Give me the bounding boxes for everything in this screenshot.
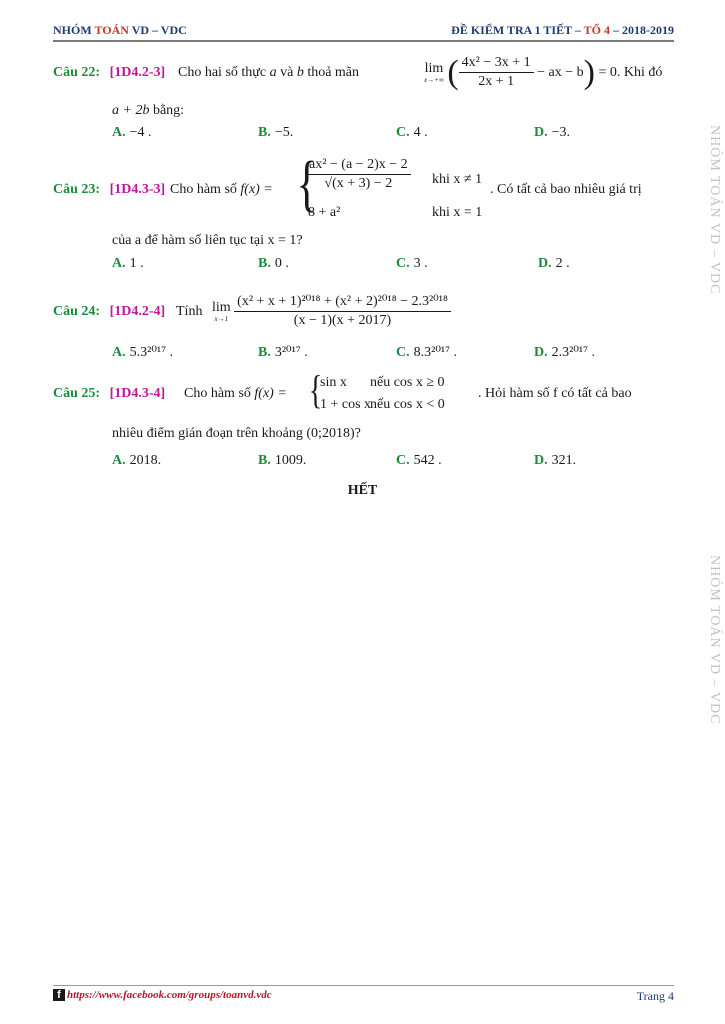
option-c: C. 4 .: [396, 125, 428, 140]
piecewise-case-1: $\frac{\text{ax² − (a − 2)x − 2}}{√(x + 3) - 2}$: [306, 156, 411, 193]
question-22-line2: a + 2b bằng:: [112, 103, 185, 118]
question-24-formula: [212, 289, 451, 335]
piecewise-cond-2: nếu cos x < 0: [370, 397, 445, 412]
header-group-name: NHÓM TOÁN VD – VDC: [53, 23, 187, 37]
option-d: D. 2.3²⁰¹⁷ .: [534, 345, 596, 360]
option-d: D. −3.: [534, 125, 571, 140]
option-a: A. −4 .: [112, 125, 152, 140]
watermark: NHÓM TOÁN VD – VDC: [707, 125, 722, 295]
option-c: C. 542 .: [396, 453, 442, 468]
piecewise-brace: {: [296, 150, 318, 218]
piecewise-case-2: 1 + cos x: [320, 397, 372, 412]
question-code: [1D4.2-4]: [109, 304, 166, 319]
facebook-icon: f: [53, 989, 65, 1001]
page-footer: [53, 985, 674, 1006]
question-code: [1D4.3-3]: [109, 182, 166, 197]
question-23-header: [53, 180, 165, 200]
facebook-group-link[interactable]: https://www.facebook.com/groups/toanvd.vdc: [67, 989, 272, 1001]
piecewise-case-1: sin x: [320, 375, 347, 390]
limit-operator: lim x→+∞: [424, 60, 444, 84]
option-d: D. 321.: [534, 453, 577, 468]
question-23-text: Cho hàm số f(x) =: [170, 182, 273, 197]
question-label: Câu 25:: [53, 386, 101, 401]
piecewise-cond-1: nếu cos x ≥ 0: [370, 375, 445, 390]
option-c: C. 3 .: [396, 256, 428, 271]
limit-operator: lim x→1: [212, 299, 231, 323]
question-25-header: [53, 384, 165, 404]
fraction: $\frac{\text{4x² − 3x + 1}}{2x + 1}$: [459, 54, 534, 91]
option-a: A. 2018.: [112, 453, 162, 468]
option-a: A. 1 .: [112, 256, 144, 271]
watermark: NHÓM TOÁN VD – VDC: [707, 555, 722, 725]
question-23-text-after: . Có tất cả bao nhiêu giá trị: [490, 182, 642, 197]
question-25-line2: nhiêu điểm gián đoạn trên khoảng (0;2018)?: [112, 426, 361, 441]
question-label: Câu 23:: [53, 182, 101, 197]
option-c: C. 8.3²⁰¹⁷ .: [396, 345, 458, 360]
question-22-text: Cho hai số thực a và b thoả mãn: [178, 65, 360, 80]
option-b: B. −5.: [258, 125, 294, 140]
question-22-header: [53, 63, 165, 83]
question-code: [1D4.2-3]: [109, 65, 166, 80]
option-a: A. 5.3²⁰¹⁷ .: [112, 345, 174, 360]
piecewise-brace: {: [308, 367, 323, 412]
header-exam-title: ĐỀ KIỂM TRA 1 TIẾT – TỔ 4 – 2018-2019: [451, 23, 674, 37]
option-b: B. 0 .: [258, 256, 289, 271]
option-b: B. 1009.: [258, 453, 307, 468]
question-22-formula: lim x→+∞ ( $\frac{\text{4x² − 3x + 1}}{2x + 1}$ − ax − b) = 0. Khi đó: [424, 53, 663, 91]
question-label: Câu 22:: [53, 65, 101, 80]
question-label: Câu 24:: [53, 304, 101, 319]
question-24-header: [53, 302, 165, 322]
question-code: [1D4.3-4]: [109, 386, 166, 401]
fraction: $\frac{\text{(x² + x + 1)²⁰¹⁸ + (x² + 2)²⁰¹⁸ − 2.3²⁰¹⁸}}{(x - 1)(x + 2017)}$: [234, 293, 451, 330]
option-d: D. 2 .: [538, 256, 570, 271]
question-24-text: Tính: [176, 304, 203, 319]
piecewise-case-2: 8 + a²: [308, 205, 341, 220]
question-25-text: Cho hàm số f(x) =: [184, 386, 287, 401]
question-25-text-after: . Hỏi hàm số f có tất cả bao: [478, 386, 632, 401]
piecewise-cond-2: khi x = 1: [432, 205, 483, 220]
end-marker: HẾT: [347, 483, 378, 498]
option-b: B. 3²⁰¹⁷ .: [258, 345, 308, 360]
piecewise-cond-1: khi x ≠ 1: [432, 172, 483, 187]
question-23-line2: của a để hàm số liên tục tại x = 1?: [112, 233, 303, 248]
page-header: [53, 20, 674, 42]
page-number: Trang 4: [636, 989, 674, 1003]
